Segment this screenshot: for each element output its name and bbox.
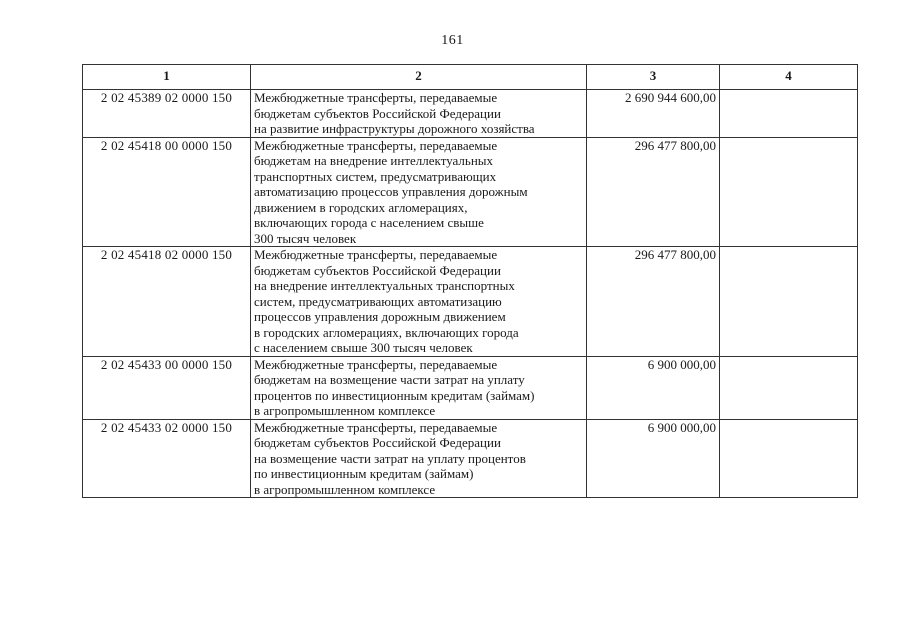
empty-cell [720, 247, 858, 357]
column-header-1: 1 [83, 65, 251, 90]
description-cell: Межбюджетные трансферты, передаваемые бюджетам на внедрение интеллектуальных транспортных систем, предусматривающих автоматизацию процессов управления дорожным движением в городских агломерациях, включающих города с населением свыше 300 тысяч человек [251, 137, 587, 247]
table-row [83, 137, 858, 247]
empty-cell [720, 356, 858, 419]
description-cell: Межбюджетные трансферты, передаваемые бюджетам на возмещение части затрат на уплату процентов по инвестиционным кредитам (займам) в агропромышленном комплексе [251, 356, 587, 419]
amount-cell: 296 477 800,00 [587, 247, 720, 357]
amount-cell: 2 690 944 600,00 [587, 90, 720, 138]
description-cell: Межбюджетные трансферты, передаваемые бюджетам субъектов Российской Федерации на возмещение части затрат на уплату процентов по инвестиционным кредитам (займам) в агропромышленном комплексе [251, 419, 587, 498]
table-row [83, 90, 858, 138]
budget-revenue-table [82, 64, 858, 498]
empty-cell [720, 90, 858, 138]
amount-cell: 296 477 800,00 [587, 137, 720, 247]
description-cell: Межбюджетные трансферты, передаваемые бюджетам субъектов Российской Федерации на развитие инфраструктуры дорожного хозяйства [251, 90, 587, 138]
description-cell: Межбюджетные трансферты, передаваемые бюджетам субъектов Российской Федерации на внедрение интеллектуальных транспортных систем, предусматривающих автоматизацию процессов управления дорожным движением в городских агломерациях, включающих города с населением свыше 300 тысяч человек [251, 247, 587, 357]
amount-cell: 6 900 000,00 [587, 356, 720, 419]
column-header-3: 3 [587, 65, 720, 90]
budget-code: 2 02 45418 00 0000 150 [83, 137, 251, 247]
table-header-row [83, 65, 858, 90]
empty-cell [720, 419, 858, 498]
table-row [83, 247, 858, 357]
page-number: 161 [441, 33, 464, 48]
table-row [83, 356, 858, 419]
empty-cell [720, 137, 858, 247]
budget-code: 2 02 45389 02 0000 150 [83, 90, 251, 138]
table-row [83, 419, 858, 498]
column-header-2: 2 [251, 65, 587, 90]
budget-code: 2 02 45418 02 0000 150 [83, 247, 251, 357]
amount-cell: 6 900 000,00 [587, 419, 720, 498]
column-header-4: 4 [720, 65, 858, 90]
budget-code: 2 02 45433 02 0000 150 [83, 419, 251, 498]
budget-code: 2 02 45433 00 0000 150 [83, 356, 251, 419]
